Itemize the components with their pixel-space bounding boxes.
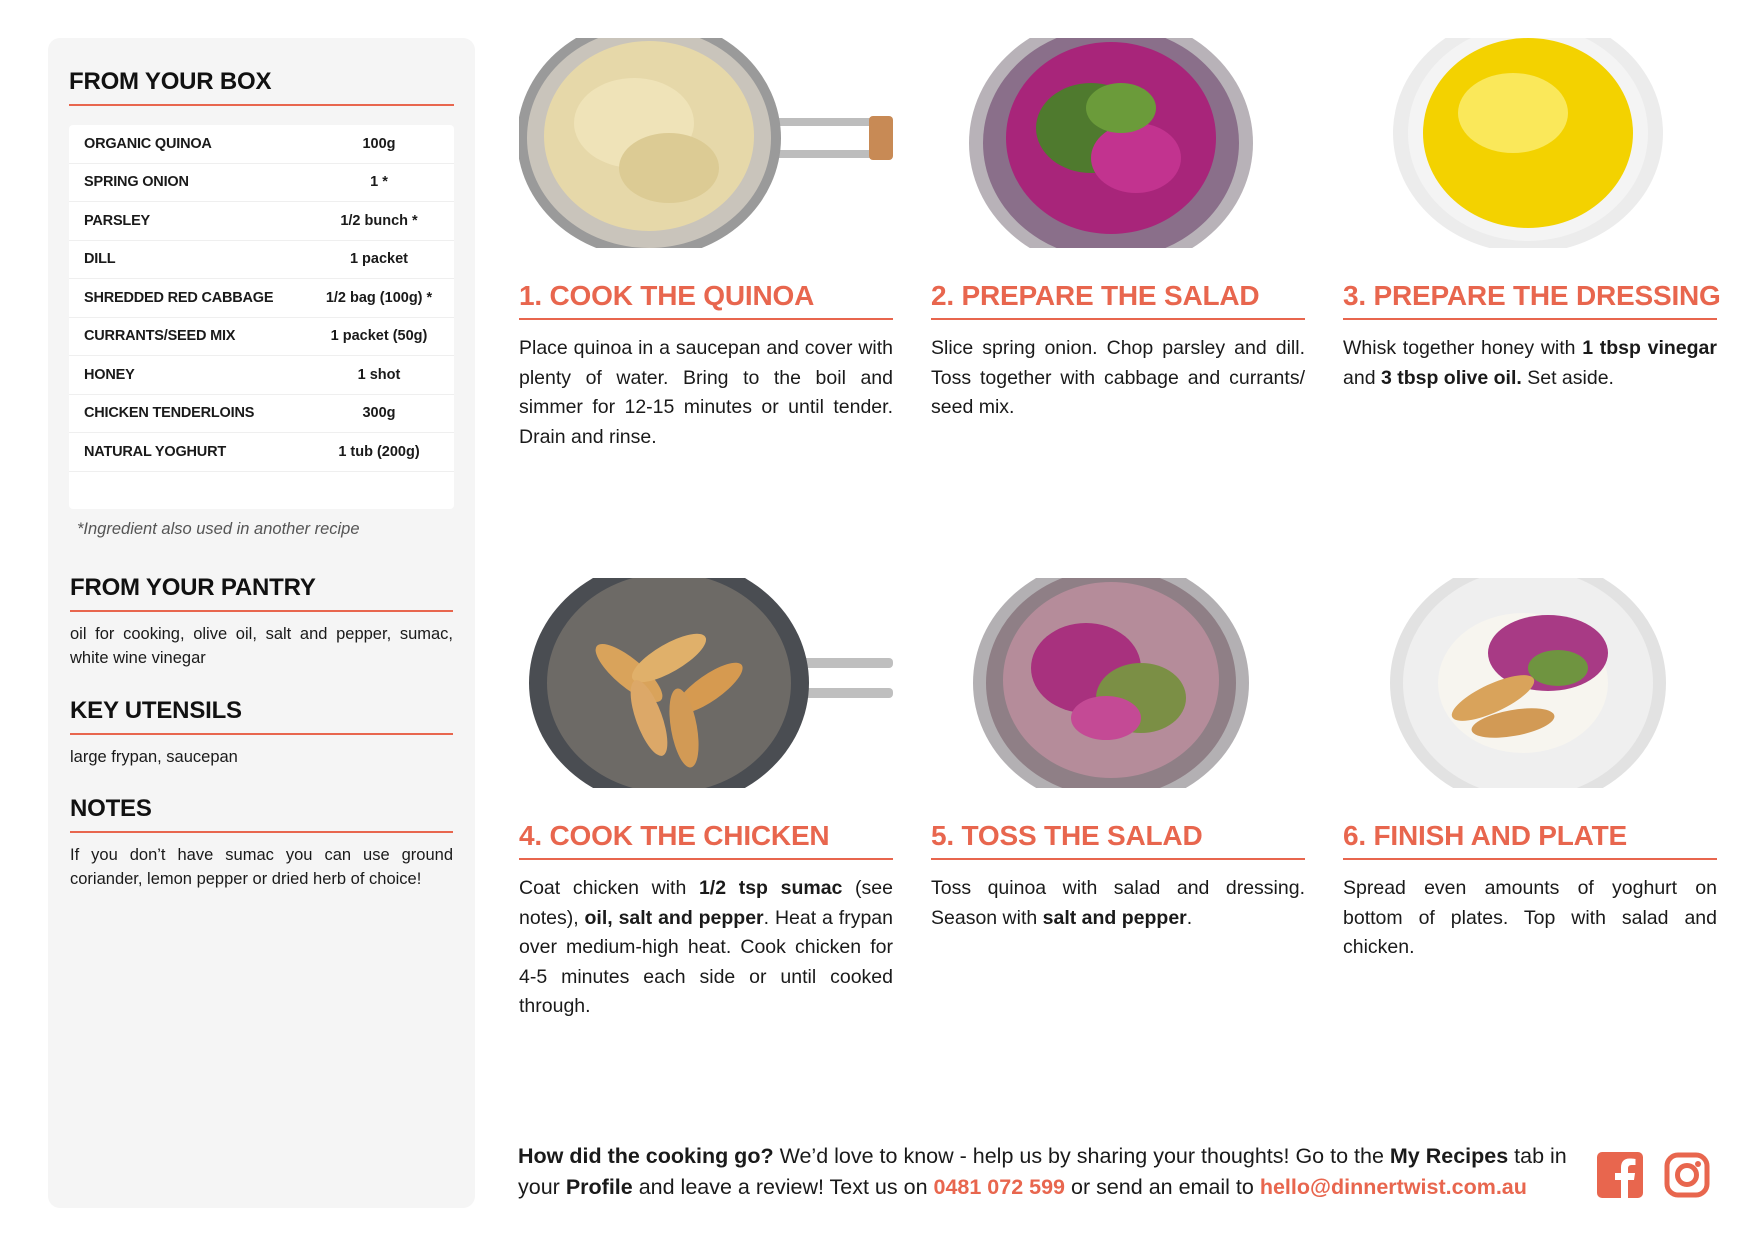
salad-bowl-icon [931,578,1305,788]
feedback-footer [518,1141,1568,1203]
table-row [69,241,454,280]
step-text-run: Spread even amounts of yoghurt on bottom of plates. Top with salad and chicken. [1343,877,1717,958]
utensils-section [70,697,453,769]
notes-section [70,795,453,891]
pantry-text: oil for cooking, olive oil, salt and pepper, sumac, white wine vinegar [70,625,453,667]
ingredient-qty: 1 packet [349,251,409,268]
step-text-run: and [1343,366,1381,389]
step-5-image [931,578,1305,788]
step-3-image [1343,38,1717,248]
ingredient-name: CURRANTS/SEED MIX [84,328,236,345]
ingredient-qty: 100g [362,135,396,152]
feedback-text-1: We’d love to know - help us by sharing your thoughts! Go to the [773,1144,1390,1168]
step-4-title: 4. COOK THE CHICKEN [519,820,893,860]
cabbage-bowl-icon [931,38,1305,248]
table-row [69,202,454,241]
my-recipes-label: My Recipes [1389,1144,1509,1168]
step-text-run: Toss quinoa with salad and dressing. Season with [931,877,1305,929]
pantry-section [70,574,453,670]
table-row [69,395,454,434]
step-6-image [1343,578,1717,788]
step-text-run: Set aside. [1521,366,1614,389]
step-text-run: (see notes), [519,877,893,929]
email-link[interactable]: hello@dinnertwist.com.au [1259,1175,1527,1199]
step-1-title: 1. COOK THE QUINOA [519,280,893,320]
step-text-run: Slice spring onion. Chop parsley and dill. Toss together with cabbage and currants/ seed mix. [931,337,1305,418]
utensils-text: large frypan, saucepan [70,748,238,766]
ingredient-qty: 1/2 bunch * [340,212,418,229]
notes-text: If you don’t have sumac you can use ground coriander, lemon pepper or dried herb of choice! [70,846,453,888]
ingredient-name: CHICKEN TENDERLOINS [84,405,255,422]
feedback-question: How did the cooking go? [518,1144,774,1168]
chicken-frypan-icon [519,578,893,788]
ingredient-qty: 1/2 bag (100g) * [325,289,433,306]
step-2-title: 2. PREPARE THE SALAD [931,280,1305,320]
ingredient-qty: 300g [362,405,396,422]
feedback-text-3: and leave a review! Text us on [632,1175,934,1199]
step-1 [519,38,893,452]
ingredient-name: ORGANIC QUINOA [84,135,212,152]
instagram-icon[interactable] [1664,1152,1710,1198]
step-text-run: oil, salt and pepper [584,906,764,929]
step-1-text [519,334,893,452]
from-your-pantry-heading: FROM YOUR PANTRY [70,574,453,612]
step-6-title: 6. FINISH AND PLATE [1343,820,1717,860]
quinoa-strainer-icon [519,38,893,248]
step-5 [931,578,1305,933]
step-text-run: . [1186,906,1193,929]
table-row [69,318,454,357]
step-3-text [1343,334,1717,393]
step-2 [931,38,1305,423]
ingredient-name: HONEY [84,366,135,383]
ingredient-name: SPRING ONION [84,174,189,191]
ingredient-qty: 1 tub (200g) [338,443,420,460]
step-text-run: . Heat a frypan over medium-high heat. Cook chicken for 4-5 minutes each side or until cooked through. [519,906,893,1017]
step-text-run: Coat chicken with [519,877,699,899]
step-5-text [931,874,1305,933]
feedback-text-2: tab in your [518,1144,1567,1199]
step-4 [519,578,893,1022]
table-row [69,125,454,164]
step-2-text [931,334,1305,423]
step-text-run: Whisk together honey with [1343,337,1583,359]
table-row [69,356,454,395]
ingredient-qty: 1 shot [357,366,401,383]
step-text-run: 3 tbsp olive oil. [1380,366,1522,389]
profile-label: Profile [565,1175,633,1199]
step-3-title: 3. PREPARE THE DRESSING [1343,280,1717,320]
key-utensils-heading: KEY UTENSILS [70,697,453,735]
ingredient-name: NATURAL YOGHURT [84,443,227,460]
ingredient-name: PARSLEY [84,212,151,229]
ingredient-qty: 1 packet (50g) [330,328,428,345]
ingredients-table [69,125,454,509]
ingredient-name: DILL [84,251,116,268]
table-row [69,279,454,318]
notes-heading: NOTES [70,795,453,833]
facebook-icon[interactable] [1597,1152,1643,1198]
step-4-text [519,874,893,1022]
ingredients-sidebar [48,38,475,1208]
ingredient-footnote: *Ingredient also used in another recipe [77,520,360,538]
phone-link[interactable]: 0481 072 599 [933,1175,1066,1199]
step-6-text [1343,874,1717,963]
step-5-title: 5. TOSS THE SALAD [931,820,1305,860]
feedback-text-4: or send an email to [1065,1175,1260,1199]
ingredient-qty: 1 * [370,174,388,191]
from-your-box-heading: FROM YOUR BOX [69,68,454,106]
ingredient-name: SHREDDED RED CABBAGE [84,289,274,306]
step-6 [1343,578,1717,963]
step-4-image [519,578,893,788]
step-1-image [519,38,893,248]
step-text-run: Place quinoa in a saucepan and cover with plenty of water. Bring to the boil and simmer for 12-15 minutes or until tender. Drain and rinse. [519,337,893,448]
step-text-run: salt and pepper [1042,906,1187,929]
step-text-run: 1/2 tsp sumac [698,877,843,899]
plated-dish-icon [1343,578,1717,788]
step-2-image [931,38,1305,248]
table-row [69,433,454,472]
table-row [69,164,454,203]
step-3 [1343,38,1721,393]
dressing-bowl-icon [1343,38,1717,248]
step-text-run: 1 tbsp vinegar [1582,337,1717,359]
